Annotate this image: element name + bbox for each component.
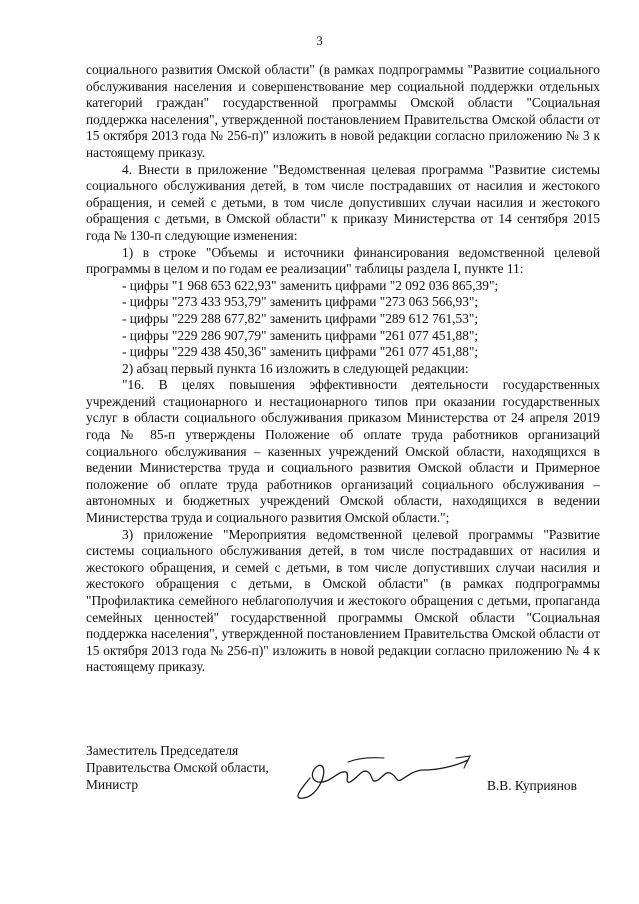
paragraph: социального развития Омской области" (в рамках подпрограммы "Развитие социального обслуживания населения и совершенствование мер социальной поддержки отдельных категорий граждан" государственной программы Омской области "Социальная поддержка населения", утвержденной постановлением Правительства Омской области от 15 октября 2013 года № 256-п)" изложить в новой редакции согласно приложению № 3 к настоящему приказу. bbox=[86, 62, 600, 160]
paragraph: 1) в строке "Объемы и источники финансирования ведомственной целевой программы в целом и по годам ее реализации" таблицы раздела I, пункте 11: bbox=[86, 244, 600, 277]
signatory-line: Заместитель Председателя bbox=[86, 743, 239, 758]
paragraph: 3) приложение "Мероприятия ведомственной целевой программы "Развитие системы социального обслуживания детей, в том числе пострадавших от насилия и жестокого обращения, и семей с детьми, в том числе допустивших случаи насилия и жестокого обращения с детьми, в Омской области" (в рамках подпрограммы "Профилактика семейного неблагополучия и жестокого обращения с детьми, пропаганда семейных ценностей" государственной программы Омской области "Социальная поддержка населения", утвержденной постановлением Правительства Омской области от 15 октября 2013 года № 256-п)" изложить в новой редакции согласно приложению № 4 к настоящему приказу. bbox=[86, 526, 600, 675]
list-item: - цифры "1 968 653 622,93" заменить цифрами "2 092 036 865,39"; bbox=[122, 277, 499, 293]
handwritten-signature bbox=[288, 748, 478, 804]
signatory-title bbox=[86, 742, 269, 793]
list-item: - цифры "229 288 677,82" заменить цифрами "289 612 761,53"; bbox=[122, 310, 479, 326]
paragraph: "16. В целях повышения эффективности деятельности государственных учреждений стационарного и нестационарного типов при оказании государственных услуг в области социального обслуживания приказом Министерства от 24 апреля 2019 года № 85-п утверждены Положение об оплате труда работников организаций социального обслуживания – казенных учреждений Омской области, находящихся в ведении Министерства труда и социального развития Омской области и Примерное положение об оплате труда работников организаций социального обслуживания – автономных и бюджетных учреждений Омской области, находящихся в ведении Министерства труда и социального развития Омской области."; bbox=[86, 377, 600, 526]
list-item: - цифры "229 438 450,36" заменить цифрами "261 077 451,88"; bbox=[122, 344, 479, 360]
signatory-name: В.В. Куприянов bbox=[487, 778, 577, 793]
document-body bbox=[86, 62, 600, 676]
paragraph: 4. Внести в приложение "Ведомственная целевая программа "Развитие системы социального обслуживания детей, в том числе пострадавших от насилия и жестокого обращения, и семей с детьми, в том числе допустивших случаи насилия и жестокого обращения с детьми, в Омской области" к приказу Министерства от 14 сентября 2015 года № 130-п следующие изменения: bbox=[86, 161, 600, 243]
page-number: 3 bbox=[316, 33, 323, 48]
list-item: - цифры "273 433 953,79" заменить цифрами "273 063 566,93"; bbox=[122, 294, 479, 310]
signatory-line: Правительства Омской области, bbox=[86, 760, 269, 775]
signatory-line: Министр bbox=[86, 777, 139, 792]
paragraph: 2) абзац первый пункта 16 изложить в следующей редакции: bbox=[122, 360, 469, 376]
list-item: - цифры "229 286 907,79" заменить цифрами "261 077 451,88"; bbox=[122, 327, 479, 343]
